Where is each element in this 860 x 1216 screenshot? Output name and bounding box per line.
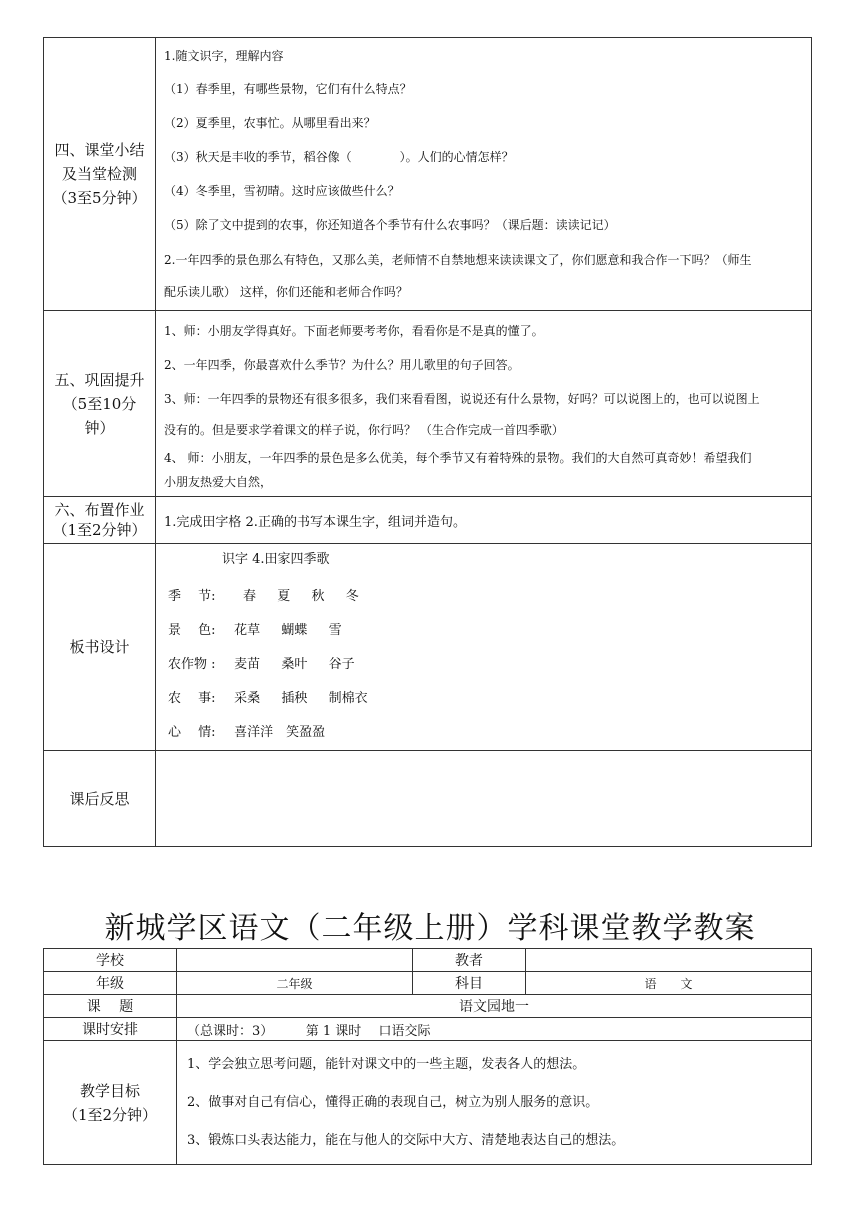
text-line: 没有的。但是要求学着课文的样子说，你行吗？ （生合作完成一首四季歌） [164, 423, 564, 437]
board-design-row [44, 544, 812, 751]
goals-row [44, 1041, 812, 1165]
board-design-label: 板书设计 [44, 544, 156, 751]
topic-label: 课 题 [44, 995, 177, 1018]
school-value [177, 949, 413, 972]
subject-value: 语 文 [526, 972, 812, 995]
goal-item: 2、做事对自己有信心，懂得正确的表现自己，树立为别人服务的意识。 [187, 1094, 599, 1110]
section-6-content: 1.完成田字格 2.正确的书写本课生字，组词并造句。 [156, 497, 812, 544]
board-row: 心 情: 喜洋洋 笑盈盈 [168, 725, 326, 740]
text-line: （4）冬季里，雪初晴。这时应该做些什么？ [164, 184, 400, 198]
goals-content [177, 1041, 812, 1165]
goals-label: 教学目标 （1至2分钟） [44, 1041, 177, 1165]
reflection-content [156, 751, 812, 847]
school-label: 学校 [44, 949, 177, 972]
lesson-info-table [43, 948, 812, 1165]
section-4-content [156, 38, 812, 311]
text-line: 配乐读儿歌） 这样，你们还能和老师合作吗？ [164, 285, 408, 299]
text-line: 2、一年四季，你最喜欢什么季节？为什么？用儿歌里的句子回答。 [164, 358, 520, 372]
text-line: 3、师：一年四季的景物还有很多很多，我们来看看图，说说还有什么景物，好吗？可以说图上的，也可以说图上 [164, 392, 760, 406]
grade-label: 年级 [44, 972, 177, 995]
text-line: 1、师：小朋友学得真好。下面老师要考考你，看看你是不是真的懂了。 [164, 324, 544, 338]
section-4-label: 四、课堂小结 及当堂检测 （3至5分钟） [44, 38, 156, 311]
reflection-label: 课后反思 [44, 751, 156, 847]
section-4-row [44, 38, 812, 311]
text-line: 1.随文识字，理解内容 [164, 49, 284, 63]
topic-row [44, 995, 812, 1018]
board-row: 农 事: 采桑 插秧 制棉衣 [168, 691, 368, 706]
subject-label: 科目 [413, 972, 526, 995]
section-5-content [156, 311, 812, 497]
schedule-value: （总课时：3） 第 1 课时 口语交际 [177, 1018, 812, 1041]
board-row: 农作物 : 麦苗 桑叶 谷子 [168, 657, 355, 672]
text-line: 2.一年四季的景色那么有特色，又那么美，老师情不自禁地想来读读课文了，你们愿意和我合作一下吗？（师生 [164, 253, 752, 267]
board-heading: 识字 4.田家四季歌 [222, 552, 330, 567]
section-5-row [44, 311, 812, 497]
grade-value: 二年级 [177, 972, 413, 995]
lesson-plan-table-continued [43, 37, 812, 847]
board-design-content [156, 544, 812, 751]
grade-row [44, 972, 812, 995]
board-row: 季 节: 春 夏 秋 冬 [168, 589, 359, 604]
page-title: 新城学区语文（二年级上册）学科课堂教学教案 [104, 911, 756, 946]
text-line: 小朋友热爱大自然， [164, 475, 273, 489]
schedule-row [44, 1018, 812, 1041]
goal-item: 3、锻炼口头表达能力，能在与他人的交际中大方、清楚地表达自己的想法。 [187, 1132, 625, 1148]
section-5-label: 五、巩固提升 （5至10分 钟） [44, 311, 156, 497]
section-6-label: 六、布置作业 （1至2分钟） [44, 497, 156, 544]
section-6-row [44, 497, 812, 544]
text-line: （2）夏季里，农事忙。从哪里看出来？ [164, 116, 376, 130]
school-row [44, 949, 812, 972]
board-row: 景 色: 花草 蝴蝶 雪 [168, 623, 342, 638]
goal-item: 1、学会独立思考问题，能针对课文中的一些主题，发表各人的想法。 [187, 1056, 586, 1072]
text-line: 4、 师：小朋友，一年四季的景色是多么优美，每个季节又有着特殊的景物。我们的大自然可真奇妙！希望我们 [164, 451, 752, 465]
schedule-label: 课时安排 [44, 1018, 177, 1041]
text-line: （5）除了文中提到的农事，你还知道各个季节有什么农事吗？（课后题：读读记记） [164, 218, 616, 232]
teacher-label: 教者 [413, 949, 526, 972]
topic-value: 语文园地一 [177, 995, 812, 1018]
text-line: （3）秋天是丰收的季节，稻谷像（ ）。人们的心情怎样？ [164, 150, 514, 164]
text-line: （1）春季里，有哪些景物，它们有什么特点？ [164, 82, 412, 96]
reflection-row [44, 751, 812, 847]
teacher-value [526, 949, 812, 972]
